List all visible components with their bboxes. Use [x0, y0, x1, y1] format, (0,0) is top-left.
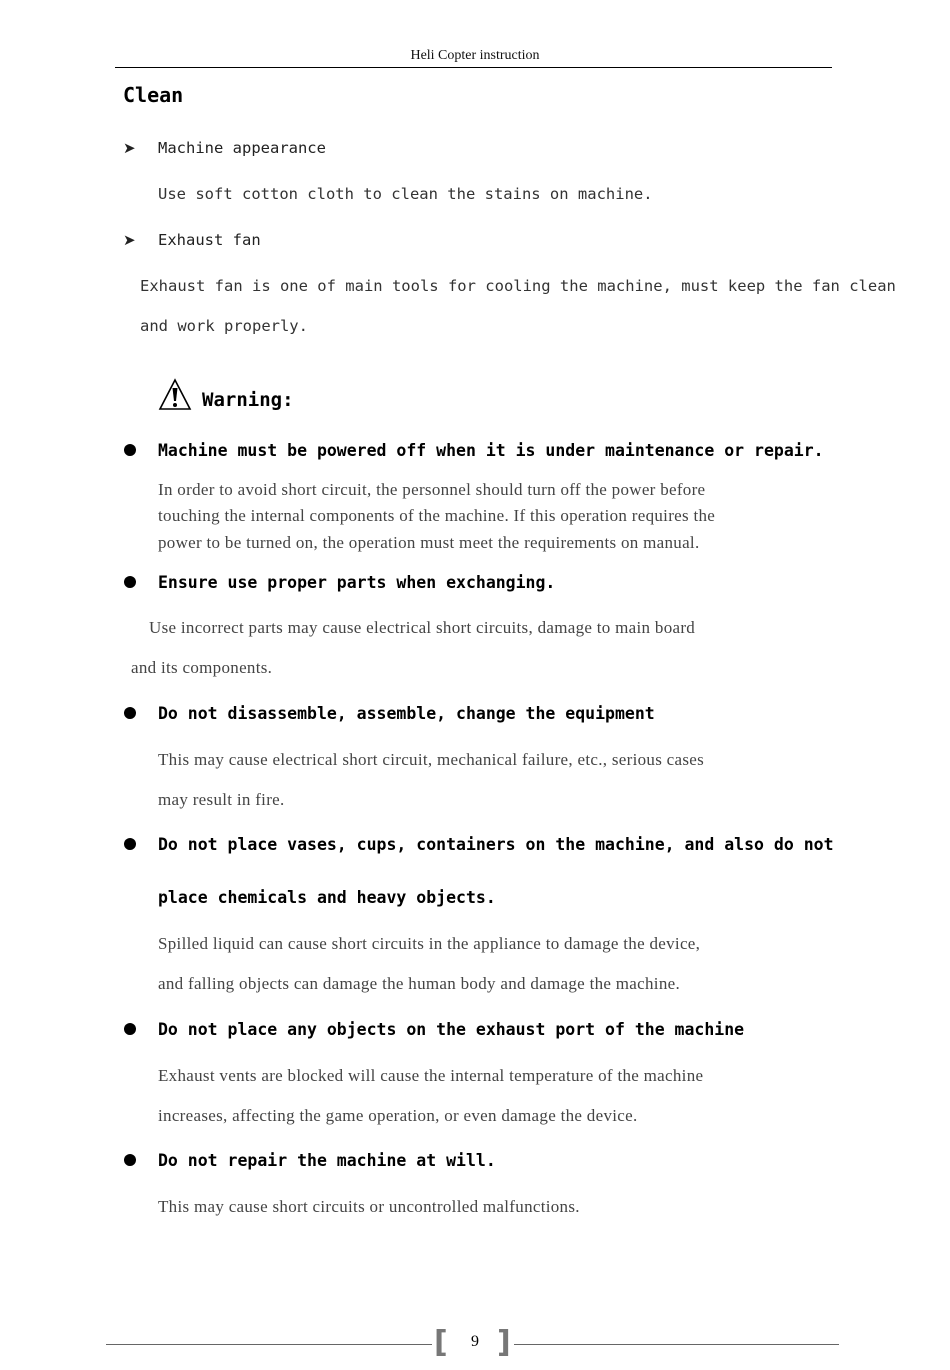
warning-item-heading: Machine must be powered off when it is under maintenance or repair. — [158, 441, 824, 460]
warning-item-body: may result in fire. — [158, 790, 285, 809]
warning-item-body: and its components. — [131, 658, 273, 677]
clean-item-text: and work properly. — [140, 317, 308, 335]
warning-item-body: power to be turned on, the operation must meet the requirements on manual. — [158, 533, 700, 552]
warning-item-body: and falling objects can damage the human body and damage the machine. — [158, 974, 681, 993]
bullet-dot-icon — [124, 444, 136, 456]
footer-bracket-left: [ — [434, 1325, 448, 1360]
header-rule — [115, 67, 832, 68]
warning-item-body: touching the internal components of the machine. If this operation requires the — [158, 506, 716, 525]
warning-label: Warning: — [202, 389, 294, 411]
footer-bracket-right: ] — [497, 1325, 511, 1360]
warning-triangle-icon — [158, 378, 192, 412]
arrow-bullet-icon: ➤ — [123, 231, 136, 249]
warning-item-heading: Ensure use proper parts when exchanging. — [158, 573, 556, 592]
warning-item-body: This may cause electrical short circuit, mechanical failure, etc., serious cases — [158, 750, 705, 769]
arrow-bullet-icon: ➤ — [123, 139, 136, 157]
bullet-dot-icon — [124, 707, 136, 719]
warning-item-body: Spilled liquid can cause short circuits in the appliance to damage the device, — [158, 934, 701, 953]
warning-item-body: In order to avoid short circuit, the personnel should turn off the power before — [158, 480, 706, 499]
clean-item-text: Exhaust fan is one of main tools for cooling the machine, must keep the fan clean — [140, 277, 896, 295]
clean-item-text: Use soft cotton cloth to clean the stains on machine. — [158, 185, 653, 203]
clean-item-label: Exhaust fan — [158, 231, 261, 249]
bullet-dot-icon — [124, 838, 136, 850]
warning-item-heading: Do not disassemble, assemble, change the equipment — [158, 704, 655, 723]
warning-item-heading: Do not place vases, cups, containers on the machine, and also do not — [158, 835, 834, 854]
page-number: 9 — [471, 1333, 479, 1350]
warning-item-heading: place chemicals and heavy objects. — [158, 888, 496, 907]
clean-item-label: Machine appearance — [158, 139, 326, 157]
bullet-dot-icon — [124, 576, 136, 588]
section-title: Clean — [123, 83, 184, 107]
warning-item-body: Use incorrect parts may cause electrical short circuits, damage to main board — [149, 618, 696, 637]
warning-item-body: This may cause short circuits or uncontrolled malfunctions. — [158, 1197, 580, 1216]
warning-item-body: increases, affecting the game operation, or even damage the device. — [158, 1106, 638, 1125]
bullet-dot-icon — [124, 1154, 136, 1166]
warning-item-heading: Do not repair the machine at will. — [158, 1151, 496, 1170]
warning-item-heading: Do not place any objects on the exhaust port of the machine — [158, 1020, 745, 1039]
bullet-dot-icon — [124, 1023, 136, 1035]
warning-item-body: Exhaust vents are blocked will cause the internal temperature of the machine — [158, 1066, 704, 1085]
header-title: Heli Copter instruction — [410, 48, 540, 63]
